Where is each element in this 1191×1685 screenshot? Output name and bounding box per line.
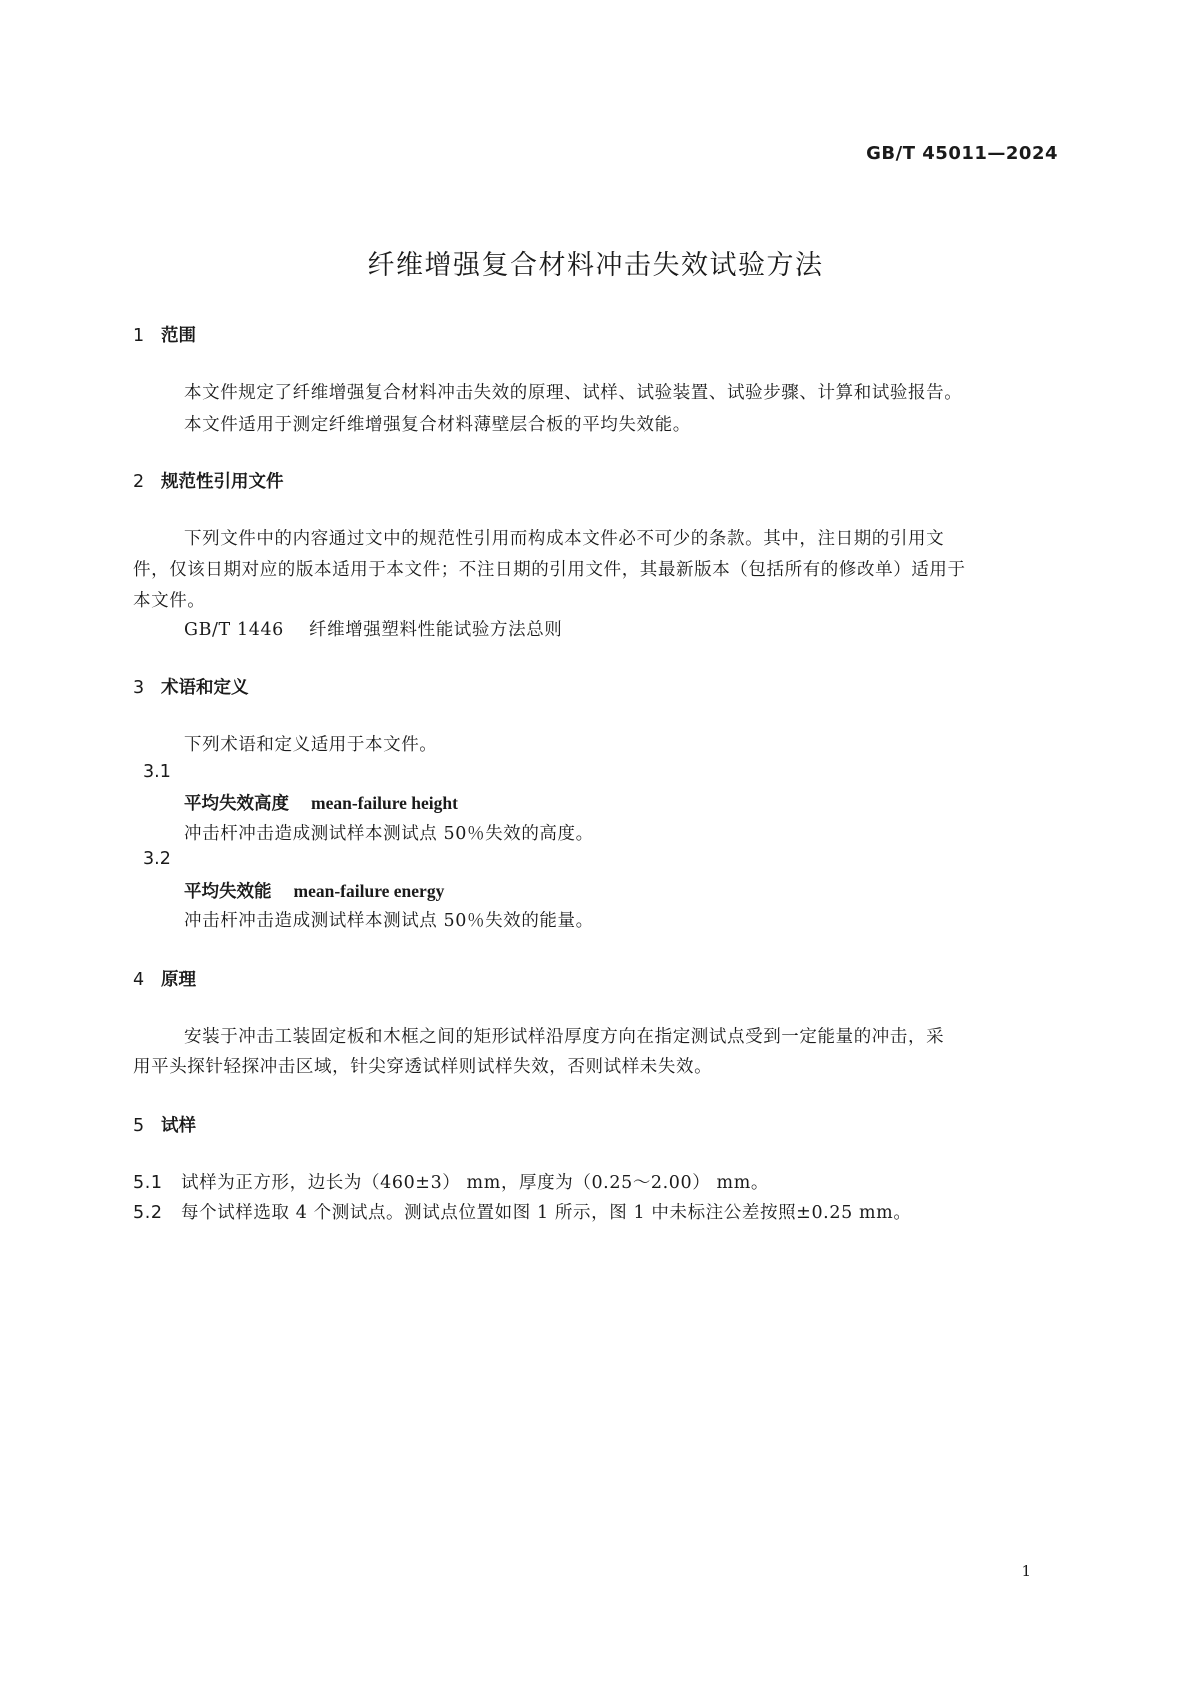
section-title: 规范性引用文件 [161,472,284,492]
section-number: 3 [133,678,145,698]
section-2-text-line: 件，仅该日期对应的版本适用于本文件；不注日期的引用文件，其最新版本（包括所有的修改单）适用于 [133,560,966,580]
section-3-intro: 下列术语和定义适用于本文件。 [184,735,438,755]
term-heading [184,790,458,815]
section-number: 1 [133,326,145,346]
term-chinese: 平均失效高度 [184,794,289,814]
term-english: mean-failure height [311,793,458,813]
section-title: 术语和定义 [161,678,249,698]
normative-reference [184,616,562,641]
section-4-text-line: 安装于冲击工装固定板和木框之间的矩形试样沿厚度方向在指定测试点受到一定能量的冲击，采 [184,1027,945,1047]
term-english: mean-failure energy [293,881,445,901]
clause-5-1 [133,1169,769,1194]
section-2-text-line: 下列文件中的内容通过文中的规范性引用而构成本文件必不可少的条款。其中，注日期的引用文 [184,529,945,549]
page-number: 1 [1021,1562,1031,1580]
term-heading [184,878,444,903]
section-title: 试样 [161,1116,196,1136]
term-definition: 冲击杆冲击造成测试样本测试点 50％失效的高度。 [184,824,594,844]
clause-5-2 [133,1199,911,1224]
section-2-heading [133,468,284,493]
section-title: 原理 [161,970,196,990]
term-chinese: 平均失效能 [184,882,272,902]
clause-number: 5.1 [133,1173,163,1193]
clause-number: 5.2 [133,1203,163,1223]
section-2-text-line: 本文件。 [133,591,206,611]
clause-text: 每个试样选取 4 个测试点。测试点位置如图 1 所示，图 1 中未标注公差按照±0.25 mm。 [181,1203,912,1223]
clause-text: 试样为正方形，边长为（460±3） mm，厚度为（0.25～2.00） mm。 [181,1173,770,1193]
document-title: 纤维增强复合材料冲击失效试验方法 [367,250,824,281]
section-5-heading [133,1112,196,1137]
reference-title: 纤维增强塑料性能试验方法总则 [309,620,563,640]
term-number: 3.2 [143,849,171,869]
reference-code: GB/T 1446 [184,620,284,640]
term-definition: 冲击杆冲击造成测试样本测试点 50％失效的能量。 [184,911,594,931]
section-title: 范围 [161,326,196,346]
section-3-heading [133,674,249,699]
section-1-heading [133,322,196,347]
section-4-text-line: 用平头探针轻探冲击区域，针尖穿透试样则试样失效，否则试样未失效。 [133,1057,713,1077]
section-number: 2 [133,472,145,492]
term-number: 3.1 [143,762,171,782]
section-1-paragraph: 本文件适用于测定纤维增强复合材料薄壁层合板的平均失效能。 [184,415,691,435]
section-1-paragraph: 本文件规定了纤维增强复合材料冲击失效的原理、试样、试验装置、试验步骤、计算和试验报告。 [184,383,963,403]
standard-code: GB/T 45011—2024 [866,143,1058,164]
section-number: 5 [133,1116,145,1136]
section-number: 4 [133,970,145,990]
section-4-heading [133,966,196,991]
